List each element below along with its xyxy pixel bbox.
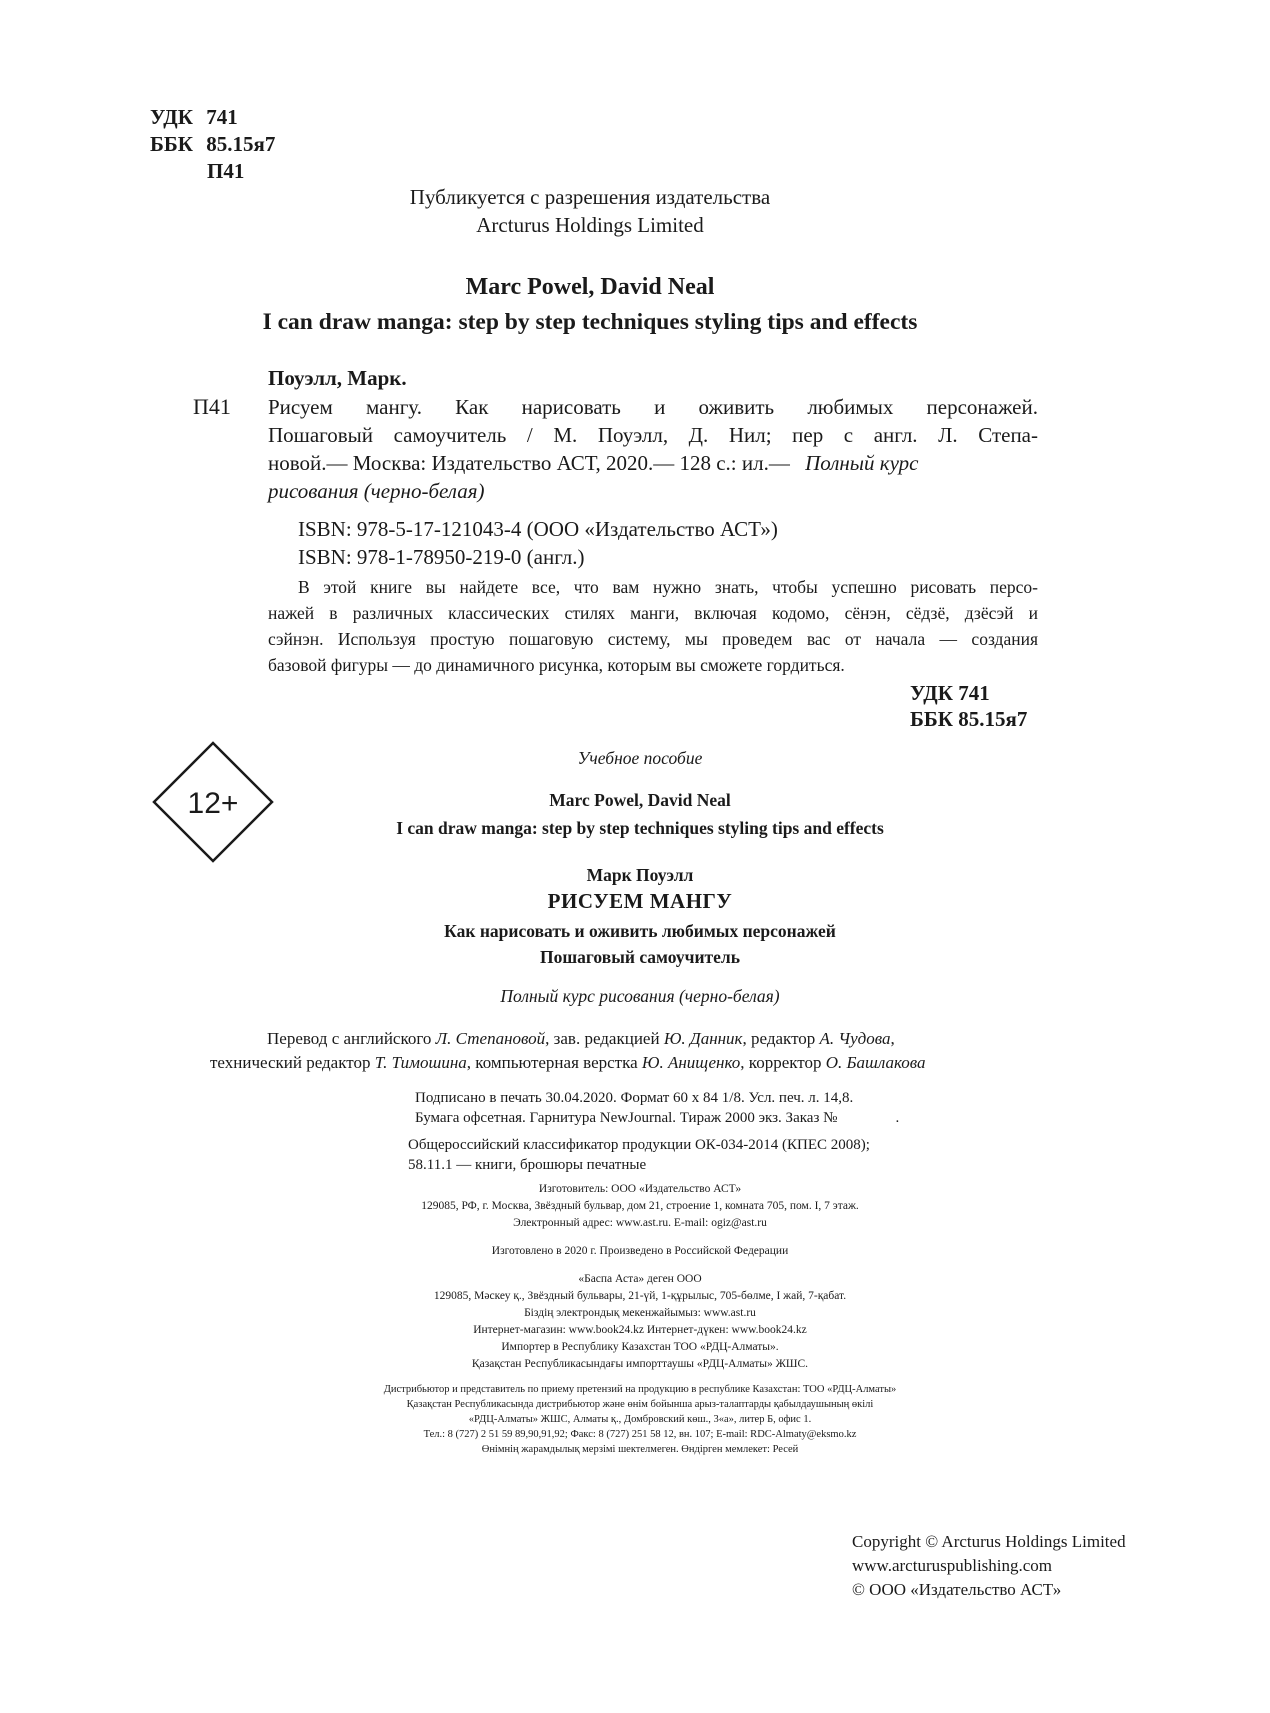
bbk-line [150,131,275,158]
original-title: I can draw manga: step by step techniques styling tips and effects [262,309,918,335]
credits-layout: Ю. Анищенко [641,1053,741,1072]
copyright-line-1: Copyright © Arcturus Holdings Limited [852,1532,1126,1551]
credits-translator: Л. Степановой [435,1029,546,1048]
catalog-series-inline: Полный курс [805,451,919,475]
made-in: Изготовлено в 2020 г. Произведено в Российской Федерации [491,1245,789,1257]
distributor-line-1: Дистрибьютор и представитель по приему претензий на продукцию в республике Казахстан: ТОО «РДЦ-Алматы» [383,1384,897,1395]
print-line-1: Подписано в печать 30.04.2020. Формат 60 x 84 1/8. Усл. печ. л. 14,8. [415,1090,854,1106]
credits-tech-label: технический редактор [210,1053,375,1072]
age-rating-badge [152,741,274,863]
credits-line-1 [267,1027,895,1051]
distributor-line-5: Өнімнің жарамдылық мерзімі шектелмеген. Өндірген мемлекет: Ресей [481,1444,799,1455]
permission-line-1: Публикуется с разрешения издательства [409,185,771,209]
imprint-title-en: I can draw manga: step by step techniques styling tips and effects [396,818,884,838]
isbn-original: ISBN: 978-1-78950-219-0 (англ.) [298,545,585,569]
annotation-line-1: В этой книге вы найдете все, что вам нужно знать, чтобы успешно рисовать персо- [298,577,1038,597]
manufacturer-line-3: Электронный адрес: www.ast.ru. E-mail: ogiz@ast.ru [513,1217,767,1229]
udk-line [150,104,238,131]
credits-layout-label: , компьютерная верстка [466,1053,642,1072]
catalog-desc-line-2: Пошаговый самоучитель / М. Поуэлл, Д. Нил; пер с англ. Л. Степа- [268,423,1038,447]
credits-head: Ю. Данник [663,1029,743,1048]
catalog-desc-line-3 [268,449,918,477]
bbk-label: ББК [150,132,193,156]
annotation-line-3: сэйнэн. Используя простую пошаговую систему, мы проведем вас от начала — создания [268,629,1038,649]
udk-footer: УДК 741 [910,681,990,705]
permission-line-2: Arcturus Holdings Limited [476,213,704,237]
kazakh-line-3: Біздің электрондық мекенжайымыз: www.ast.ru [524,1307,756,1319]
genre-label: Учебное пособие [577,748,703,768]
isbn-ast: ISBN: 978-5-17-121043-4 (ООО «Издательство АСТ») [298,517,778,541]
imprint-authors-en: Marc Powel, David Neal [549,790,731,810]
distributor-line-4: Тел.: 8 (727) 2 51 59 89,90,91,92; Факс: 8 (727) 251 58 12, вн. 107; E-mail: RDC-Almaty@eksmo.kz [423,1429,857,1440]
udk-value: 741 [206,105,238,129]
credits-tech-editor: Т. Тимошина [374,1053,467,1072]
credits-head-label: , зав. редакцией [545,1029,664,1048]
manufacturer-line-1: Изготовитель: ООО «Издательство АСТ» [538,1183,742,1195]
imprint-series: Полный курс рисования (черно-белая) [500,986,780,1006]
author-mark: П41 [207,159,245,183]
credits-proofreader: О. Башлакова [825,1053,926,1072]
udk-label: УДК [150,105,193,129]
kazakh-line-1: «Баспа Аста» деген ООО [578,1273,702,1285]
print-line-2 [415,1108,899,1128]
credits-translation-label: Перевод с английского [267,1029,436,1048]
okp-line-1: Общероссийский классификатор продукции ОК-034-2014 (КПЕС 2008); [408,1137,870,1153]
original-authors: Marc Powel, David Neal [465,274,715,300]
credits-line-2 [210,1051,926,1075]
imprint-subtitle-2: Пошаговый самоучитель [540,947,740,967]
kazakh-line-5: Импортер в Республику Казахстан ТОО «РДЦ-Алматы». [501,1341,779,1353]
annotation-line-2: нажей в различных классических стилях манги, включая кодомо, сёнэн, сёдзё, дзёсэй и [268,603,1038,623]
print-line-2-end: . [895,1110,900,1126]
catalog-desc-line-4: рисования (черно-белая) [268,479,485,503]
print-line-2-text: Бумага офсетная. Гарнитура NewJournal. Тираж 2000 экз. Заказ № [415,1110,838,1126]
distributor-line-3: «РДЦ-Алматы» ЖШС, Алматы қ., Домбровский көш., 3«а», литер Б, офис 1. [468,1414,812,1425]
catalog-desc-line-3-text: новой.— Москва: Издательство АСТ, 2020.— 128 с.: ил.— [268,451,790,475]
credits-editor: А. Чудова [819,1029,891,1048]
bbk-footer: ББК 85.15я7 [910,707,1028,731]
credits-editor-label: , редактор [742,1029,820,1048]
kazakh-line-2: 129085, Мәскеу қ., Звёздный бульвары, 21-үй, 1-құрылыс, 705-бөлме, I жай, 7-қабат. [433,1290,847,1302]
copyright-line-3: © ООО «Издательство АСТ» [852,1580,1062,1599]
credits-comma: , [890,1029,895,1048]
imprint-title-ru: РИСУЕМ МАНГУ [547,889,733,913]
annotation-line-4: базовой фигуры — до динамичного рисунка, которым вы сможете гордиться. [268,655,845,675]
bbk-value: 85.15я7 [206,132,276,156]
manufacturer-line-2: 129085, РФ, г. Москва, Звёздный бульвар, дом 21, строение 1, комната 705, пом. I, 7 этаж. [421,1200,859,1212]
kazakh-line-4: Интернет-магазин: www.book24.kz Интернет-дүкен: www.book24.kz [473,1324,807,1336]
imprint-subtitle-1: Как нарисовать и оживить любимых персонажей [444,921,836,941]
imprint-author-ru: Марк Поуэлл [586,865,694,885]
catalog-author-heading: Поуэлл, Марк. [268,366,407,390]
kazakh-line-6: Қазақстан Республикасындағы импорттаушы «РДЦ-Алматы» ЖШС. [471,1358,809,1370]
catalog-desc-line-1: Рисуем мангу. Как нарисовать и оживить любимых персонажей. [268,395,1038,419]
credits-proof-label: , корректор [740,1053,826,1072]
age-rating-text: 12+ [187,787,239,820]
catalog-mark: П41 [193,394,231,419]
distributor-line-2: Қазақстан Республикасында дистрибьютор және өнім бойынша арыз-талаптарды қабылдаушының өкілі [406,1399,874,1410]
okp-line-2: 58.11.1 — книги, брошюры печатные [408,1157,647,1173]
copyright-url: www.arcturuspublishing.com [852,1556,1053,1575]
